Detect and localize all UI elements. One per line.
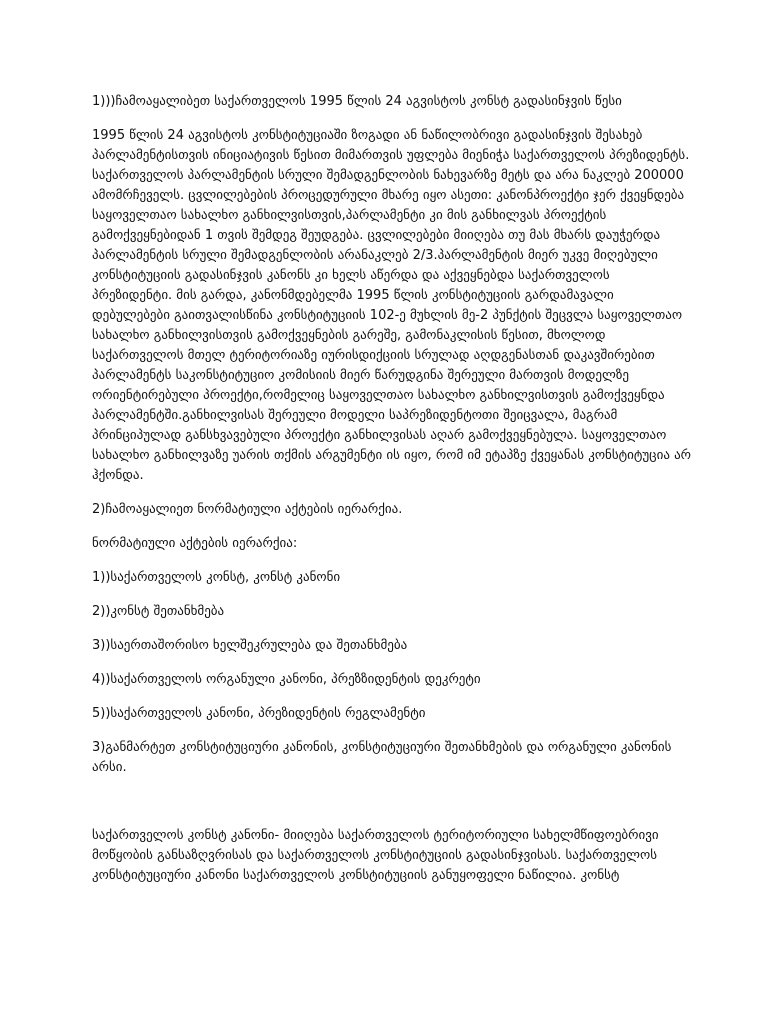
hierarchy-item-4: 4))საქართველოს ორგანული კანონი, პრეზზიდენტის დეკრეტი — [92, 672, 481, 687]
question-2-heading: 2)ჩამოაყალიეთ ნორმატიული აქტების იერარქია. — [92, 502, 403, 517]
hierarchy-item-5: 5))საქართველოს კანონი, პრეზიდენტის რეგლამენტი — [92, 706, 426, 721]
question-1-answer: 1995 წლის 24 აგვისტოს კონსტიტუციაში ზოგადი ან ნაწილობრივი გადასინჯვის შესახებ პარლამენტისთვის ინიციატივის წესით მიმართვის უფლება მიენიჭა საქართველოს პრეზიდენტს. საქართველოს პარლამენტის სრული შემადგენლობის ნახევარზე მეტს და არა ნაკლებ 200000 ამომრჩეველს. ცვლილებების პროცედურული მხარე იყო ასეთი: კანონპროექტი ჯერ ქვეყნდება საყოველთაო სახალხო განხილვისთვის,პარლამენტი კი მის განხილვას პროექტის გამოქვეყნებიდან 1 თვის შემდეგ შეუდგება. ცვლილებები მიიღება თუ მას მხარს დაუჭერდა პარლამენტის სრული შემადგენლობის არანაკლებ 2/3.პარლამენტის მიერ უკვე მიღებული კონსტიტუციის გადასინჯვის კანონს კი ხელს აწერდა და აქვეყნებდა საქართველოს პრეზიდენტი. მის გარდა, კანონმდებელმა 1995 წლის კონსტიტუციის გარდამავალი დებულებები გაითვალისწინა კონსტიტუციის 102-ე მუხლის მე-2 პუნქტის შეცვლა საყოველთაო სახალხო განხილვისთვის გამოქვეყნების გარეშე, გამონაკლისის წესით, მხოლოდ საქართველოს მთელ ტერიტორიაზე იურისდიქციის სრულად აღდგენასთან დაკავშირებით პარლამენტს საკონსტიტუციო კომისიის მიერ წარუდგინა შერეული მართვის მოდელზე ორიენტირებული პროექტი,რომელიც საყოველთაო სახალხო განხილვისთვის გამოქვეყნდა პარლამენტში.განხილვისას შერეული მოდელი საპრეზიდენტოთი შეიცვალა, მაგრამ პრინციპულად განსხვავებული პროექტი განხილვისას აღარ გამოქვეყნებულა. საყოველთაო სახალხო განხილვაზე უარის თქმის არგუმენტი ის იყო, რომ იმ ეტაპზე ქვეყანას კონსტიტუცია არ ჰქონდა. — [92, 128, 692, 483]
document-page — [92, 92, 692, 900]
question-3-heading: 3)განმარტეთ კონსტიტუციური კანონის, კონსტიტუციური შეთანხმების და ორგანული კანონის არსი. — [92, 740, 672, 775]
hierarchy-item-2: 2))კონსტ შეთანხმება — [92, 604, 225, 619]
hierarchy-title: ნორმატიული აქტების იერარქია: — [92, 536, 298, 551]
question-1-heading: 1)))ჩამოაყალიბეთ საქართველოს 1995 წლის 24 აგვისტოს კონსტ გადასინჯვის წესი — [92, 94, 622, 109]
hierarchy-item-1: 1))საქართველოს კონსტ, კონსტ კანონი — [92, 570, 341, 585]
question-3-answer: საქართველოს კონსტ კანონი- მიიღება საქართველოს ტერიტორიული სახელმწიფოებრივი მოწყობის განსაზღვრისას და საქართველოს კონსტიტუციის გადასინჯვისას. საქართველოს კონსტიტუციური კანონი საქართველოს კონსტიტუციის განუყოფელი ნაწილია. კონსტ — [92, 828, 659, 883]
hierarchy-item-3: 3))საერთაშორისო ხელშეკრულება და შეთანხმება — [92, 638, 408, 653]
